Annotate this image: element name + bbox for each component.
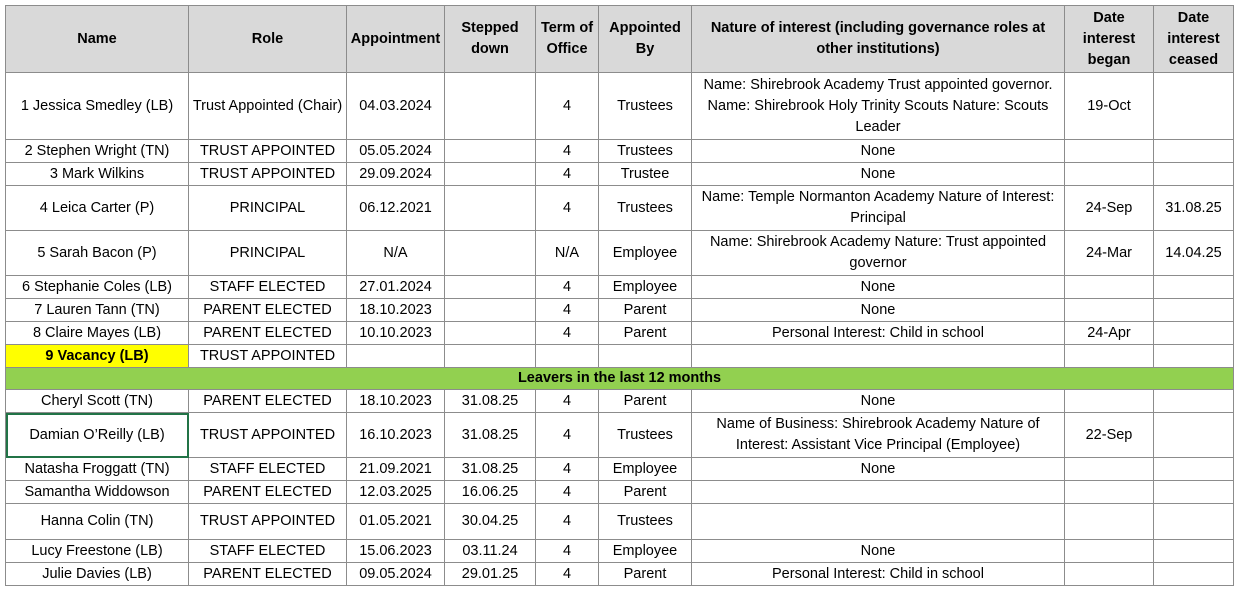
cell-nature[interactable]: None bbox=[692, 299, 1065, 322]
cell-ceased[interactable] bbox=[1154, 163, 1234, 186]
cell-appointment[interactable]: 12.03.2025 bbox=[347, 481, 445, 504]
cell-appointed-by[interactable]: Trustee bbox=[599, 163, 692, 186]
cell-term[interactable]: 4 bbox=[536, 481, 599, 504]
header-name[interactable]: Name bbox=[6, 6, 189, 73]
cell-term[interactable]: 4 bbox=[536, 140, 599, 163]
header-row bbox=[6, 6, 1234, 73]
cell-began[interactable] bbox=[1065, 390, 1154, 413]
governors-register-table bbox=[5, 5, 1234, 586]
cell-term[interactable]: 4 bbox=[536, 299, 599, 322]
table-row bbox=[6, 140, 1234, 163]
cell-ceased[interactable] bbox=[1154, 504, 1234, 540]
cell-appointed-by[interactable] bbox=[599, 345, 692, 368]
cell-began[interactable] bbox=[1065, 540, 1154, 563]
cell-ceased[interactable] bbox=[1154, 458, 1234, 481]
cell-term[interactable]: 4 bbox=[536, 458, 599, 481]
cell-ceased[interactable] bbox=[1154, 413, 1234, 458]
table-row bbox=[6, 231, 1234, 276]
cell-name[interactable]: 5 Sarah Bacon (P) bbox=[6, 231, 189, 276]
cell-stepped-down[interactable] bbox=[445, 73, 536, 140]
cell-appointed-by[interactable]: Parent bbox=[599, 563, 692, 586]
cell-name[interactable]: Cheryl Scott (TN) bbox=[6, 390, 189, 413]
cell-stepped-down[interactable]: 29.01.25 bbox=[445, 563, 536, 586]
cell-began[interactable]: 24-Apr bbox=[1065, 322, 1154, 345]
table-row bbox=[6, 163, 1234, 186]
table-row bbox=[6, 481, 1234, 504]
cell-nature[interactable]: Name: Shirebrook Academy Nature: Trust appointed governor bbox=[692, 231, 1065, 276]
cell-appointed-by[interactable]: Trustees bbox=[599, 186, 692, 231]
cell-began[interactable] bbox=[1065, 458, 1154, 481]
cell-appointed-by[interactable]: Parent bbox=[599, 481, 692, 504]
cell-role[interactable]: PRINCIPAL bbox=[189, 186, 347, 231]
cell-name[interactable]: 7 Lauren Tann (TN) bbox=[6, 299, 189, 322]
cell-term[interactable]: 4 bbox=[536, 390, 599, 413]
header-stepped-down[interactable]: Stepped down bbox=[445, 6, 536, 73]
cell-stepped-down[interactable] bbox=[445, 163, 536, 186]
cell-name[interactable]: 1 Jessica Smedley (LB) bbox=[6, 73, 189, 140]
cell-name[interactable]: Samantha Widdowson bbox=[6, 481, 189, 504]
cell-nature[interactable]: None bbox=[692, 458, 1065, 481]
cell-nature[interactable]: Name of Business: Shirebrook Academy Nature of Interest: Assistant Vice Principal (Employee) bbox=[692, 413, 1065, 458]
cell-appointment[interactable]: 15.06.2023 bbox=[347, 540, 445, 563]
cell-nature[interactable]: Personal Interest: Child in school bbox=[692, 322, 1065, 345]
section-leavers-label[interactable]: Leavers in the last 12 months bbox=[6, 368, 1234, 390]
cell-appointment[interactable]: 21.09.2021 bbox=[347, 458, 445, 481]
cell-name[interactable]: Hanna Colin (TN) bbox=[6, 504, 189, 540]
cell-stepped-down[interactable]: 31.08.25 bbox=[445, 458, 536, 481]
cell-role[interactable]: STAFF ELECTED bbox=[189, 276, 347, 299]
cell-appointed-by[interactable]: Parent bbox=[599, 322, 692, 345]
cell-role[interactable]: STAFF ELECTED bbox=[189, 458, 347, 481]
cell-ceased[interactable] bbox=[1154, 322, 1234, 345]
cell-role[interactable]: PARENT ELECTED bbox=[189, 322, 347, 345]
cell-appointment[interactable]: 05.05.2024 bbox=[347, 140, 445, 163]
cell-began[interactable]: 24-Sep bbox=[1065, 186, 1154, 231]
header-role[interactable]: Role bbox=[189, 6, 347, 73]
cell-appointment[interactable]: 29.09.2024 bbox=[347, 163, 445, 186]
table-row bbox=[6, 413, 1234, 458]
cell-began[interactable] bbox=[1065, 563, 1154, 586]
cell-role[interactable]: PARENT ELECTED bbox=[189, 563, 347, 586]
table-row bbox=[6, 345, 1234, 368]
header-appointed-by[interactable]: Appointed By bbox=[599, 6, 692, 73]
cell-stepped-down[interactable] bbox=[445, 186, 536, 231]
cell-ceased[interactable] bbox=[1154, 140, 1234, 163]
cell-ceased[interactable] bbox=[1154, 540, 1234, 563]
cell-appointment[interactable]: 16.10.2023 bbox=[347, 413, 445, 458]
cell-began[interactable]: 19-Oct bbox=[1065, 73, 1154, 140]
cell-nature[interactable]: None bbox=[692, 390, 1065, 413]
cell-term[interactable]: 4 bbox=[536, 186, 599, 231]
cell-nature[interactable]: Name: Shirebrook Academy Trust appointed governor. Name: Shirebrook Holy Trinity Scouts Nature: Scouts Leader bbox=[692, 73, 1065, 140]
cell-role[interactable]: PARENT ELECTED bbox=[189, 299, 347, 322]
cell-name[interactable]: 4 Leica Carter (P) bbox=[6, 186, 189, 231]
cell-term[interactable]: 4 bbox=[536, 322, 599, 345]
cell-began[interactable] bbox=[1065, 276, 1154, 299]
cell-nature[interactable] bbox=[692, 481, 1065, 504]
header-appointment[interactable]: Appointment bbox=[347, 6, 445, 73]
cell-began[interactable] bbox=[1065, 140, 1154, 163]
cell-role[interactable]: TRUST APPOINTED bbox=[189, 345, 347, 368]
cell-term[interactable]: 4 bbox=[536, 504, 599, 540]
cell-role[interactable]: TRUST APPOINTED bbox=[189, 504, 347, 540]
cell-nature[interactable] bbox=[692, 345, 1065, 368]
cell-term[interactable] bbox=[536, 345, 599, 368]
cell-stepped-down[interactable] bbox=[445, 140, 536, 163]
cell-began[interactable] bbox=[1065, 163, 1154, 186]
table-row bbox=[6, 73, 1234, 140]
cell-nature[interactable]: Personal Interest: Child in school bbox=[692, 563, 1065, 586]
cell-ceased[interactable] bbox=[1154, 299, 1234, 322]
cell-stepped-down[interactable]: 30.04.25 bbox=[445, 504, 536, 540]
cell-nature[interactable]: None bbox=[692, 276, 1065, 299]
cell-ceased[interactable] bbox=[1154, 345, 1234, 368]
cell-appointment[interactable]: 18.10.2023 bbox=[347, 390, 445, 413]
section-row bbox=[6, 368, 1234, 390]
table-row bbox=[6, 390, 1234, 413]
cell-nature[interactable]: Name: Temple Normanton Academy Nature of Interest: Principal bbox=[692, 186, 1065, 231]
cell-term[interactable]: N/A bbox=[536, 231, 599, 276]
cell-appointment[interactable] bbox=[347, 345, 445, 368]
table-row bbox=[6, 540, 1234, 563]
cell-name[interactable]: Lucy Freestone (LB) bbox=[6, 540, 189, 563]
cell-term[interactable]: 4 bbox=[536, 276, 599, 299]
cell-appointed-by[interactable]: Parent bbox=[599, 299, 692, 322]
table-row bbox=[6, 186, 1234, 231]
table-row bbox=[6, 276, 1234, 299]
cell-stepped-down[interactable] bbox=[445, 276, 536, 299]
cell-name[interactable]: Damian O’Reilly (LB) bbox=[6, 413, 189, 458]
cell-began[interactable] bbox=[1065, 504, 1154, 540]
cell-role[interactable]: TRUST APPOINTED bbox=[189, 163, 347, 186]
cell-appointed-by[interactable]: Trustees bbox=[599, 413, 692, 458]
cell-term[interactable]: 4 bbox=[536, 413, 599, 458]
cell-stepped-down[interactable] bbox=[445, 345, 536, 368]
cell-began[interactable]: 22-Sep bbox=[1065, 413, 1154, 458]
cell-role[interactable]: TRUST APPOINTED bbox=[189, 413, 347, 458]
cell-ceased[interactable] bbox=[1154, 276, 1234, 299]
cell-ceased[interactable]: 31.08.25 bbox=[1154, 186, 1234, 231]
cell-ceased[interactable] bbox=[1154, 563, 1234, 586]
cell-term[interactable]: 4 bbox=[536, 73, 599, 140]
cell-name[interactable]: 6 Stephanie Coles (LB) bbox=[6, 276, 189, 299]
cell-role[interactable]: STAFF ELECTED bbox=[189, 540, 347, 563]
cell-stepped-down[interactable] bbox=[445, 299, 536, 322]
cell-ceased[interactable] bbox=[1154, 481, 1234, 504]
cell-appointment[interactable]: 09.05.2024 bbox=[347, 563, 445, 586]
cell-stepped-down[interactable] bbox=[445, 322, 536, 345]
cell-term[interactable]: 4 bbox=[536, 563, 599, 586]
cell-appointed-by[interactable]: Employee bbox=[599, 458, 692, 481]
cell-stepped-down[interactable]: 16.06.25 bbox=[445, 481, 536, 504]
cell-name[interactable]: 9 Vacancy (LB) bbox=[6, 345, 189, 368]
cell-nature[interactable]: None bbox=[692, 140, 1065, 163]
cell-stepped-down[interactable]: 31.08.25 bbox=[445, 413, 536, 458]
cell-appointment[interactable]: N/A bbox=[347, 231, 445, 276]
cell-name[interactable]: 8 Claire Mayes (LB) bbox=[6, 322, 189, 345]
cell-role[interactable]: Trust Appointed (Chair) bbox=[189, 73, 347, 140]
cell-stepped-down[interactable] bbox=[445, 231, 536, 276]
cell-nature[interactable]: None bbox=[692, 540, 1065, 563]
cell-name[interactable]: 3 Mark Wilkins bbox=[6, 163, 189, 186]
cell-name[interactable]: 2 Stephen Wright (TN) bbox=[6, 140, 189, 163]
cell-ceased[interactable] bbox=[1154, 73, 1234, 140]
cell-appointed-by[interactable]: Trustees bbox=[599, 504, 692, 540]
cell-appointed-by[interactable]: Employee bbox=[599, 276, 692, 299]
table-row bbox=[6, 322, 1234, 345]
table-row bbox=[6, 299, 1234, 322]
cell-appointed-by[interactable]: Parent bbox=[599, 390, 692, 413]
cell-appointment[interactable]: 01.05.2021 bbox=[347, 504, 445, 540]
cell-stepped-down[interactable]: 31.08.25 bbox=[445, 390, 536, 413]
cell-began[interactable]: 24-Mar bbox=[1065, 231, 1154, 276]
cell-appointed-by[interactable]: Trustees bbox=[599, 73, 692, 140]
cell-appointed-by[interactable]: Trustees bbox=[599, 140, 692, 163]
cell-role[interactable]: PRINCIPAL bbox=[189, 231, 347, 276]
cell-appointed-by[interactable]: Employee bbox=[599, 540, 692, 563]
cell-name[interactable]: Julie Davies (LB) bbox=[6, 563, 189, 586]
cell-appointment[interactable]: 27.01.2024 bbox=[347, 276, 445, 299]
header-term[interactable]: Term of Office bbox=[536, 6, 599, 73]
cell-began[interactable] bbox=[1065, 345, 1154, 368]
cell-appointment[interactable]: 18.10.2023 bbox=[347, 299, 445, 322]
cell-ceased[interactable] bbox=[1154, 390, 1234, 413]
cell-name[interactable]: Natasha Froggatt (TN) bbox=[6, 458, 189, 481]
table-row bbox=[6, 458, 1234, 481]
cell-began[interactable] bbox=[1065, 481, 1154, 504]
header-began[interactable]: Date interest began bbox=[1065, 6, 1154, 73]
cell-began[interactable] bbox=[1065, 299, 1154, 322]
header-nature[interactable]: Nature of interest (including governance roles at other institutions) bbox=[692, 6, 1065, 73]
cell-appointment[interactable]: 04.03.2024 bbox=[347, 73, 445, 140]
cell-ceased[interactable]: 14.04.25 bbox=[1154, 231, 1234, 276]
cell-stepped-down[interactable]: 03.11.24 bbox=[445, 540, 536, 563]
table-row bbox=[6, 563, 1234, 586]
cell-term[interactable]: 4 bbox=[536, 163, 599, 186]
cell-nature[interactable]: None bbox=[692, 163, 1065, 186]
cell-appointed-by[interactable]: Employee bbox=[599, 231, 692, 276]
cell-role[interactable]: PARENT ELECTED bbox=[189, 481, 347, 504]
cell-role[interactable]: TRUST APPOINTED bbox=[189, 140, 347, 163]
cell-appointment[interactable]: 06.12.2021 bbox=[347, 186, 445, 231]
cell-appointment[interactable]: 10.10.2023 bbox=[347, 322, 445, 345]
cell-nature[interactable] bbox=[692, 504, 1065, 540]
cell-term[interactable]: 4 bbox=[536, 540, 599, 563]
header-ceased[interactable]: Date interest ceased bbox=[1154, 6, 1234, 73]
table-row bbox=[6, 504, 1234, 540]
cell-role[interactable]: PARENT ELECTED bbox=[189, 390, 347, 413]
